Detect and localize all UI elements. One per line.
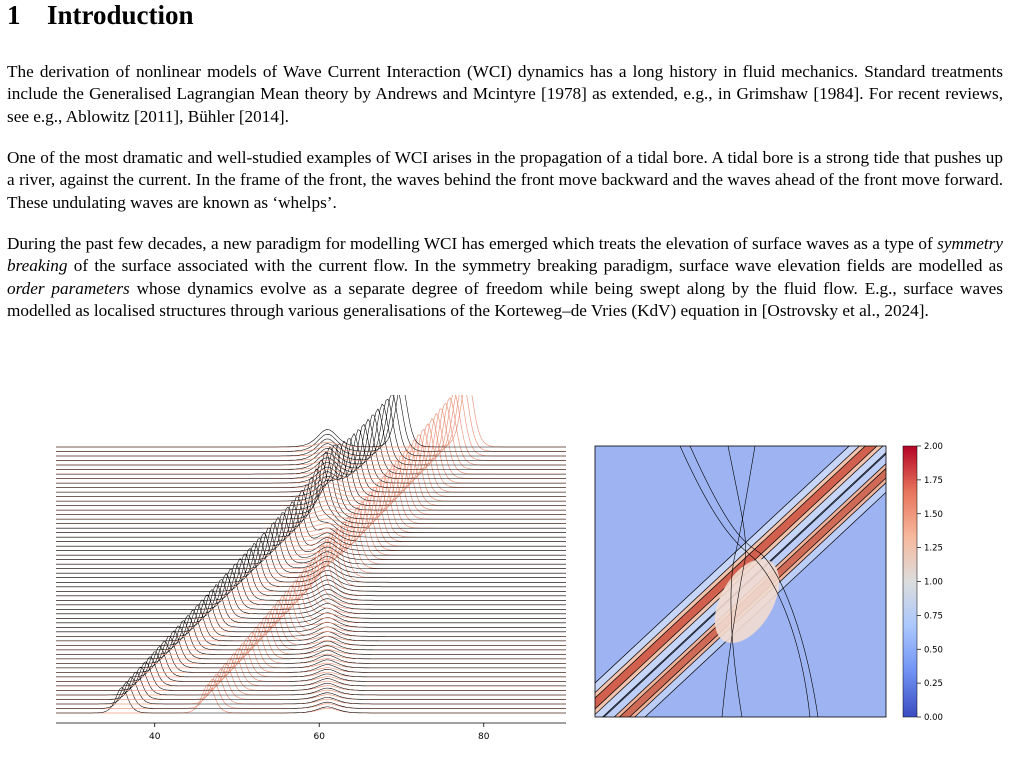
x-tick-label: 60 bbox=[313, 732, 325, 742]
paragraph-1 bbox=[7, 61, 1003, 128]
x-tick-label: 40 bbox=[148, 732, 161, 742]
red-trace bbox=[56, 507, 566, 560]
black-trace bbox=[56, 626, 566, 659]
red-trace bbox=[56, 596, 566, 636]
colorbar-tick-label: 0.75 bbox=[924, 611, 943, 622]
figure bbox=[0, 395, 1010, 755]
colorbar bbox=[903, 442, 943, 723]
red-trace bbox=[56, 575, 566, 619]
red-trace bbox=[56, 395, 566, 447]
x-tick-label: 80 bbox=[478, 732, 490, 742]
colorbar-tick-label: 0.25 bbox=[924, 679, 943, 690]
red-trace bbox=[56, 409, 566, 474]
black-trace bbox=[56, 559, 566, 601]
section-title: Introduction bbox=[47, 0, 194, 30]
colorbar-tick-label: 1.25 bbox=[924, 543, 943, 554]
red-trace bbox=[56, 643, 566, 677]
black-trace bbox=[56, 490, 566, 541]
text-run: One of the most dramatic and well-studied examples of WCI arises in the propagation of a tidal bore. A tidal bore is a strong tide that pushes up a river, against the current. In the frame of the front, the waves behind the front move backward and the waves ahead of the front move forward. These undulating waves are known as ‘whelps’. bbox=[7, 148, 1003, 212]
black-trace bbox=[56, 517, 566, 564]
section-heading bbox=[7, 0, 194, 31]
red-trace bbox=[56, 403, 566, 469]
red-trace bbox=[56, 513, 566, 565]
red-trace bbox=[56, 414, 566, 479]
black-trace bbox=[56, 395, 566, 452]
red-trace bbox=[56, 395, 566, 452]
colorbar-tick-label: 1.75 bbox=[924, 475, 943, 486]
black-trace bbox=[56, 611, 566, 646]
black-trace bbox=[56, 621, 566, 655]
black-trace bbox=[56, 485, 566, 537]
black-trace bbox=[56, 574, 566, 614]
text-run: The derivation of nonlinear models of Wave Current Interaction (WCI) dynamics has a long history in fluid mechanics. Standard treatments include the Generalised Lagrangian Mean theory by Andrews and Mcintyre [1978] as extended, e.g., in Grimshaw [1984]. For recent reviews, see e.g., Ablowitz [2011], Bühler [2014]. bbox=[7, 62, 1003, 126]
colorbar-tick-label: 0.00 bbox=[924, 713, 943, 723]
colorbar-tick-label: 0.50 bbox=[924, 645, 943, 656]
black-trace bbox=[56, 615, 566, 650]
text-run: During the past few decades, a new paradigm for modelling WCI has emerged which treats the elevation of surface waves as a type of bbox=[7, 234, 938, 253]
colorbar-strip bbox=[903, 446, 917, 717]
colorbar-tick-label: 2.00 bbox=[924, 442, 943, 452]
waterfall-plot bbox=[56, 395, 566, 742]
emphasis: order parameters bbox=[7, 278, 130, 298]
text-run: whose dynamics evolve as a separate degree of freedom while being swept along by the fluid flow. E.g., surface waves modelled as localised structures through various generalisations of the Korteweg–de Vries (KdV) equation in [Ostrovsky et al., 2024]. bbox=[7, 278, 1003, 320]
red-trace bbox=[56, 517, 566, 569]
black-trace bbox=[56, 631, 566, 664]
contour-plot bbox=[533, 395, 954, 755]
colorbar-tick-label: 1.00 bbox=[924, 577, 943, 588]
section-number: 1 bbox=[7, 0, 21, 30]
black-trace bbox=[56, 688, 566, 714]
black-trace bbox=[56, 395, 566, 447]
black-trace bbox=[56, 590, 566, 628]
paragraph-3 bbox=[7, 233, 1003, 322]
colorbar-tick-label: 1.50 bbox=[924, 509, 943, 520]
black-trace bbox=[56, 513, 566, 560]
paragraph-2 bbox=[7, 147, 1003, 214]
red-trace bbox=[56, 395, 566, 461]
text-run: of the surface associated with the current flow. In the symmetry breaking paradigm, surface wave elevation fields are modelled as bbox=[67, 256, 1003, 276]
emphasis: symmetry breaking bbox=[7, 234, 1003, 276]
